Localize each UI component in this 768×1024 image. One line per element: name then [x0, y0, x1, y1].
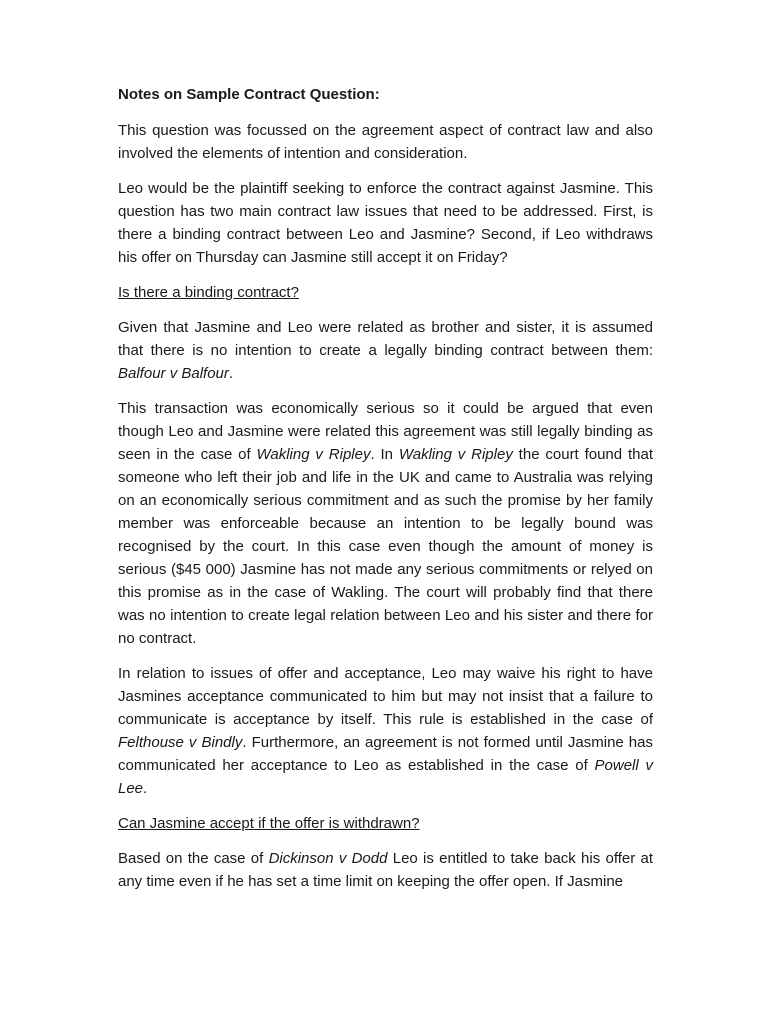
paragraph-offer-acceptance [118, 662, 653, 800]
paragraph-economic-seriousness [118, 397, 653, 650]
text-run: . [228, 365, 234, 382]
case-citation: Powell v Lee [118, 757, 653, 797]
paragraph-withdrawal [118, 847, 653, 893]
text-run: . [143, 780, 148, 797]
case-citation: Dickinson v Dodd [268, 850, 388, 867]
section-heading-offer-withdrawn: Can Jasmine accept if the offer is withdrawn? [118, 815, 420, 832]
case-citation: Felthouse v Bindly [118, 734, 243, 751]
document-title: Notes on Sample Contract Question: [118, 86, 380, 103]
text-run: Leo is entitled to take back his offer at any time even if he has set a time limit on keeping the offer open. If Jasmine [118, 850, 653, 890]
text-run: Based on the case of [118, 850, 269, 867]
case-citation: Wakling v Ripley [256, 446, 371, 463]
text-run: Given that Jasmine and Leo were related as brother and sister, it is assumed that there is no intention to create a legally binding contract between them: [118, 319, 653, 359]
paragraph-intention [118, 316, 653, 385]
text-run: . In [370, 446, 399, 463]
text-run: In relation to issues of offer and acceptance, Leo may waive his right to have Jasmines acceptance communicated to him but may not insist that a failure to communicate is acceptance by itself. This rule is established in the case of [118, 665, 653, 728]
paragraph-issues: Leo would be the plaintiff seeking to enforce the contract against Jasmine. This question has two main contract law issues that need to be addressed. First, is there a binding contract between Leo and Jasmine? Second, if Leo withdraws his offer on Thursday can Jasmine still accept it on Friday? [118, 180, 653, 266]
case-citation: Wakling v Ripley [398, 446, 513, 463]
paragraph-intro: This question was focussed on the agreement aspect of contract law and also involved the elements of intention and consideration. [118, 122, 653, 162]
section-heading-binding-contract: Is there a binding contract? [118, 284, 299, 301]
text-run: . Furthermore, an agreement is not formed until Jasmine has communicated her acceptance to Leo as established in the case of [118, 734, 653, 774]
case-citation: Balfour v Balfour [118, 365, 229, 382]
text-run: the court found that someone who left their job and life in the UK and came to Australia was relying on an economically serious commitment and as such the promise by her family member was enforceable because an intention to be legally bound was recognised by the court. In this case even though the amount of money is serious ($45 000) Jasmine has not made any serious commitments or relyed on this promise as in the case of Wakling. The court will probably find that there was no intention to create legal relation between Leo and his sister and there for no contract. [118, 446, 653, 647]
text-run: This transaction was economically serious so it could be argued that even though Leo and Jasmine were related this agreement was still legally binding as seen in the case of [118, 400, 653, 463]
